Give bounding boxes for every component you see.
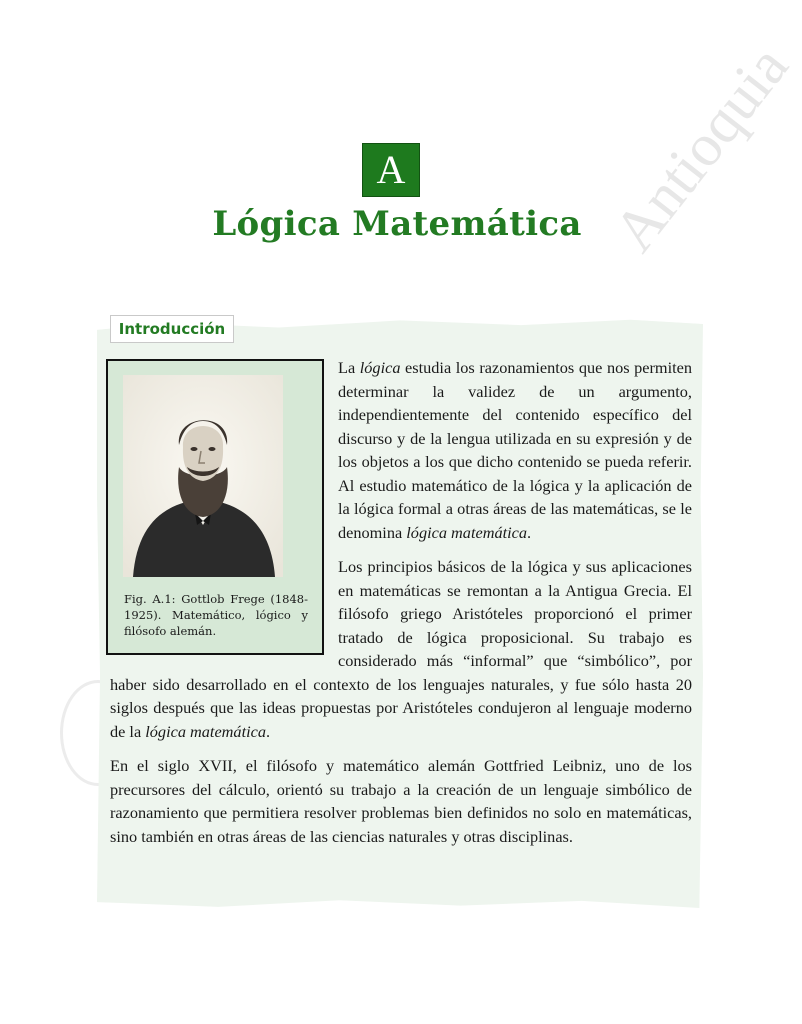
figure-caption: Fig. A.1: Gottlob Frege (1848-1925). Matemático, lógico y filósofo alemán. (124, 592, 308, 638)
paragraph-3: En el siglo XVII, el filósofo y matemático alemán Gottfried Leibniz, uno de los precursores del cálculo, orientó su trabajo a la creación de un lenguaje simbólico de razonamiento que permitiera resolver problemas bien definidos no solo en matemáticas, sino también en otras áreas de las ciencias naturales y otras disciplinas. (110, 756, 692, 846)
paragraph-2: Los principios básicos de la lógica y sus aplicaciones en matemáticas se remontan a la Antigua Grecia. El filósofo griego Aristóteles proporcionó el primer tratado de lógica proposicional. Su trabajo es considerado más “informal” que “simbólico”, por haber sido desarrollado en el contexto de los lenguajes naturales, y fue sólo hasta 20 siglos después que las ideas propuestas por Aristóteles condujeron al lenguaje moderno de la lógica matemática. (110, 557, 692, 741)
paragraph-1: La lógica estudia los razonamientos que nos permiten determinar la validez de un argumento, independientemente del contenido específico del discurso y de la lengua utilizada en su expresión y de los objetos a los que dicho contenido se pueda referir. Al estudio matemático de la lógica y la aplicación de la lógica formal a otras áreas de las matemáticas, se le denomina lógica matemática. (338, 358, 693, 542)
watermark-text: Antioquia (600, 33, 801, 264)
chapter-letter-badge: A (362, 143, 420, 197)
section-heading: Introducción (110, 315, 234, 343)
portrait-icon (123, 375, 283, 577)
portrait-image (123, 375, 283, 577)
figure-box (106, 359, 324, 655)
chapter-title: Lógica Matemática (212, 204, 582, 244)
